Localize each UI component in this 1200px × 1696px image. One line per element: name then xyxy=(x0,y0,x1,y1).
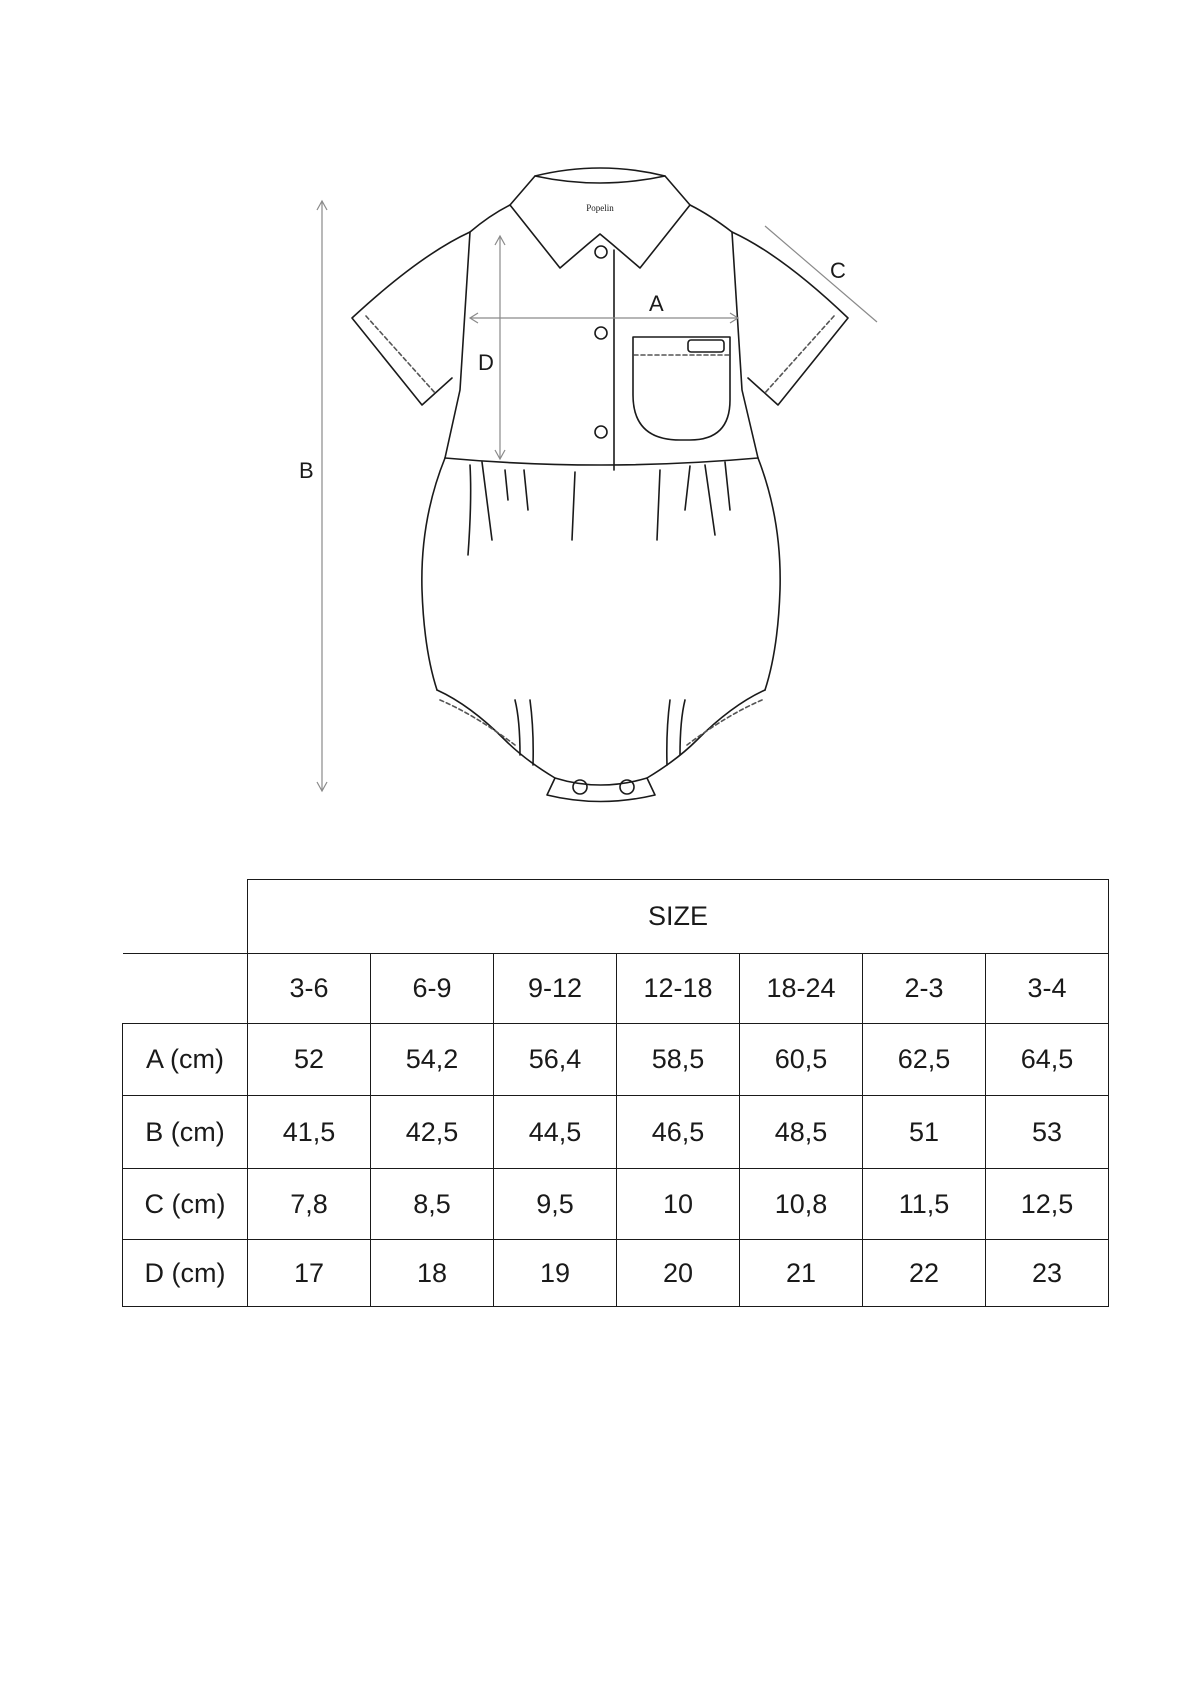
table-row xyxy=(123,1024,1109,1096)
dimension-label-a: A xyxy=(649,291,664,316)
dimension-label-d: D xyxy=(478,350,494,375)
row-label: B (cm) xyxy=(123,1096,248,1169)
right-sleeve-hem-stitch xyxy=(764,316,834,394)
value-cell: 8,5 xyxy=(371,1169,494,1240)
waist-seam xyxy=(445,458,758,465)
value-cell: 23 xyxy=(986,1240,1109,1307)
value-cell: 22 xyxy=(863,1240,986,1307)
table-row xyxy=(123,1240,1109,1307)
value-cell: 44,5 xyxy=(494,1096,617,1169)
value-cell: 20 xyxy=(617,1240,740,1307)
row-label: D (cm) xyxy=(123,1240,248,1307)
value-cell: 21 xyxy=(740,1240,863,1307)
pocket-tab xyxy=(688,340,724,352)
button-3 xyxy=(595,426,607,438)
value-cell: 10 xyxy=(617,1169,740,1240)
value-cell: 64,5 xyxy=(986,1024,1109,1096)
value-cell: 18 xyxy=(371,1240,494,1307)
value-cell: 58,5 xyxy=(617,1024,740,1096)
bodice-left xyxy=(445,232,470,458)
button-1 xyxy=(595,246,607,258)
size-cell: 6-9 xyxy=(371,954,494,1024)
size-cell: 2-3 xyxy=(863,954,986,1024)
value-cell: 62,5 xyxy=(863,1024,986,1096)
size-cell: 18-24 xyxy=(740,954,863,1024)
crotch-flap xyxy=(547,778,655,802)
bodice-right xyxy=(732,232,758,458)
size-header-row xyxy=(123,880,1109,954)
value-cell: 9,5 xyxy=(494,1169,617,1240)
dimension-label-c: C xyxy=(830,258,846,283)
size-cell: 9-12 xyxy=(494,954,617,1024)
value-cell: 54,2 xyxy=(371,1024,494,1096)
table-row xyxy=(123,1169,1109,1240)
size-cell: 12-18 xyxy=(617,954,740,1024)
collar-band xyxy=(535,176,665,183)
measurement-lines xyxy=(317,201,877,791)
dimension-line-c xyxy=(765,226,877,322)
value-cell: 7,8 xyxy=(248,1169,371,1240)
left-sleeve xyxy=(352,232,470,405)
value-cell: 46,5 xyxy=(617,1096,740,1169)
bubble-body xyxy=(422,458,780,690)
size-cell: 3-6 xyxy=(248,954,371,1024)
brand-label: Popelin xyxy=(586,203,614,213)
right-leg-opening xyxy=(647,690,765,778)
value-cell: 10,8 xyxy=(740,1169,863,1240)
leg-elastic-stitch xyxy=(440,700,762,745)
value-cell: 56,4 xyxy=(494,1024,617,1096)
value-cell: 11,5 xyxy=(863,1169,986,1240)
row-label: A (cm) xyxy=(123,1024,248,1096)
pleats xyxy=(468,462,730,555)
value-cell: 42,5 xyxy=(371,1096,494,1169)
button-2 xyxy=(595,327,607,339)
value-cell: 51 xyxy=(863,1096,986,1169)
value-cell: 12,5 xyxy=(986,1169,1109,1240)
corner-cell xyxy=(123,880,248,954)
corner-cell xyxy=(123,954,248,1024)
dimension-label-b: B xyxy=(299,458,314,483)
snap-left xyxy=(573,780,587,794)
table-row xyxy=(123,1096,1109,1169)
value-cell: 60,5 xyxy=(740,1024,863,1096)
size-header: SIZE xyxy=(248,880,1109,954)
left-leg-opening xyxy=(437,690,555,778)
size-cell: 3-4 xyxy=(986,954,1109,1024)
value-cell: 48,5 xyxy=(740,1096,863,1169)
value-cell: 52 xyxy=(248,1024,371,1096)
size-values-row xyxy=(123,954,1109,1024)
value-cell: 19 xyxy=(494,1240,617,1307)
value-cell: 41,5 xyxy=(248,1096,371,1169)
romper-outline xyxy=(352,168,848,802)
left-sleeve-hem-stitch xyxy=(366,316,436,394)
row-label: C (cm) xyxy=(123,1169,248,1240)
value-cell: 53 xyxy=(986,1096,1109,1169)
size-table xyxy=(122,879,1109,1307)
value-cell: 17 xyxy=(248,1240,371,1307)
leg-gathers xyxy=(515,700,685,765)
